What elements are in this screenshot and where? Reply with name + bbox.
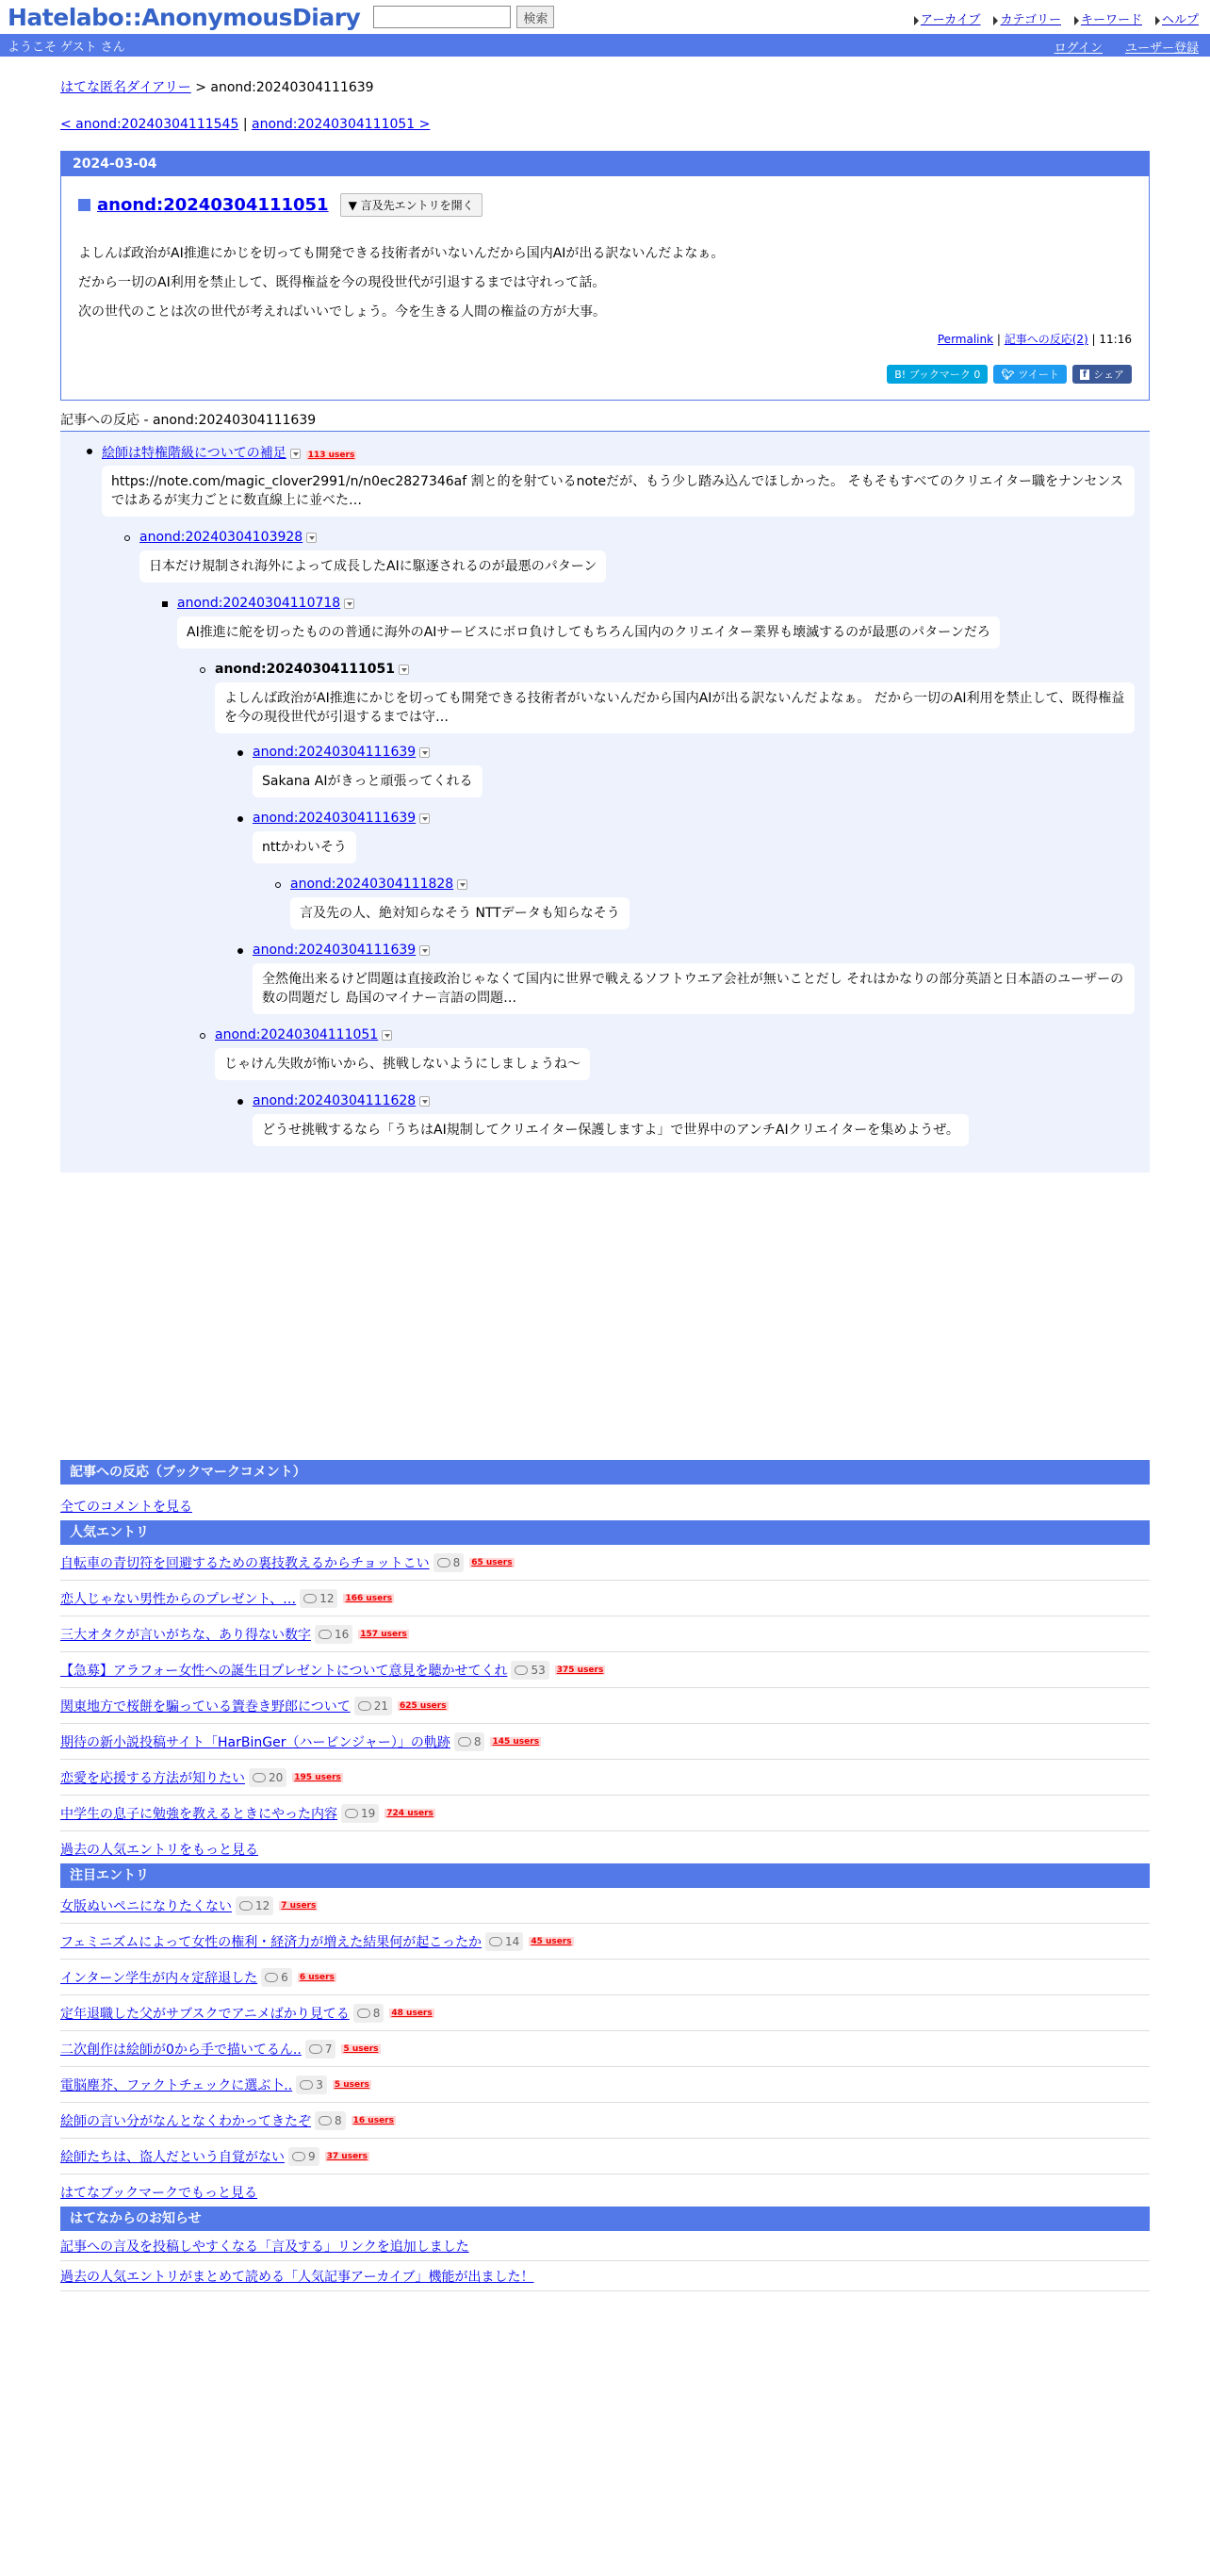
comment-count[interactable]: [315, 1625, 352, 1644]
comment-count[interactable]: [296, 2076, 327, 2094]
dropdown-icon[interactable]: [382, 1030, 392, 1041]
users-badge[interactable]: 5 users: [334, 2079, 369, 2090]
tree-text: AI推進に舵を切ったものの普通に海外のAIサービスにボロ負けしてもちろん国内のクリエイター業界も壊滅するのが最悪のパターンだろ: [177, 616, 1000, 648]
comment-count-value: 3: [316, 2077, 323, 2092]
dropdown-icon[interactable]: [419, 747, 430, 758]
comment-icon: [309, 2044, 322, 2054]
comment-count[interactable]: [341, 1804, 379, 1823]
sidebar-lists: [60, 1460, 1150, 2291]
tree-text: じゃけん失敗が怖いから、挑戦しないようにしましょうね〜: [215, 1048, 590, 1080]
entry-row: [60, 1616, 1150, 1652]
users-badge[interactable]: 6 users: [299, 1972, 335, 1982]
dropdown-icon[interactable]: [290, 449, 301, 459]
tweet-button[interactable]: [993, 365, 1066, 384]
comment-count[interactable]: [454, 1732, 485, 1751]
users-badge[interactable]: 724 users: [386, 1808, 433, 1818]
comment-icon: [303, 1594, 317, 1603]
welcome-text: ようこそ ゲスト さん: [8, 40, 125, 55]
tree-link[interactable]: anond:20240304111628: [253, 1093, 417, 1108]
comment-count[interactable]: [236, 1896, 273, 1915]
notice-link[interactable]: 過去の人気エントリがまとめて読める「人気記事アーカイブ」機能が出ました！: [60, 2269, 534, 2285]
notable-more-link[interactable]: はてなブックマークでもっと見る: [60, 2186, 258, 2201]
comment-count[interactable]: [300, 1589, 337, 1608]
entry-link[interactable]: 中学生の息子に勉強を教えるときにやった内容: [60, 1806, 337, 1822]
tree-text: よしんば政治がAI推進にかじを切っても開発できる技術者がいないんだから国内AIが出る訳ないんだよなぁ。 だから一切のAI利用を禁止して、既得権益を今の現役世代が引退するまでは守…: [215, 682, 1135, 733]
users-badge[interactable]: 65 users: [471, 1557, 513, 1567]
comment-count-value: 6: [281, 1970, 288, 1984]
notable-title: 注目エントリ: [60, 1863, 1150, 1888]
comment-icon: [345, 1809, 358, 1818]
tree-link[interactable]: anond:20240304103928: [139, 530, 303, 545]
arrow-icon: [993, 16, 998, 25]
users-badge[interactable]: 7 users: [281, 1900, 317, 1911]
entry-row: [60, 1760, 1150, 1796]
entry-row: [60, 2067, 1150, 2103]
reaction-tree: [60, 432, 1150, 1173]
comment-icon: [458, 1737, 471, 1747]
entry-row: [60, 1960, 1150, 1995]
users-badge[interactable]: 625 users: [400, 1700, 447, 1711]
entry-row: [60, 1581, 1150, 1616]
comment-count-value: 19: [361, 1806, 376, 1820]
square-icon: [78, 199, 90, 211]
top-bar: [0, 0, 1210, 34]
comment-icon: [357, 2009, 370, 2018]
entry-row: [60, 2031, 1150, 2067]
tree-text: https://note.com/magic_clover2991/n/n0ec2827346af 割と的を射ているnoteだが、もう少し踏み込んでほしかった。 そもそもすべてのクリエイター職をナンセンスではあるが実力ごとに数直線上に並べた…: [102, 466, 1135, 517]
tree-text: nttかわいそう: [253, 831, 356, 863]
comment-count-value: 14: [505, 1934, 520, 1948]
entry-link[interactable]: 自転車の青切符を回避するための裏技教えるからチョットこい: [60, 1555, 430, 1571]
pager-sep: |: [242, 117, 248, 132]
comment-count-value: 8: [335, 2113, 342, 2127]
comment-count-value: 21: [373, 1698, 388, 1713]
nav-archive[interactable]: アーカイブ: [920, 13, 981, 27]
entry-row: [60, 1995, 1150, 2031]
tree-text: 言及先の人、絶対知らなそう NTTデータも知らなそう: [290, 897, 630, 929]
tree-link[interactable]: anond:20240304111639: [253, 811, 417, 826]
entry-row: [60, 1688, 1150, 1724]
all-comments-link[interactable]: 全てのコメントを見る: [60, 1500, 192, 1515]
comment-icon: [437, 1558, 450, 1567]
popular-more-link[interactable]: 過去の人気エントリをもっと見る: [60, 1843, 258, 1858]
dropdown-icon[interactable]: [306, 533, 317, 543]
tree-text: Sakana AIがきっと頑張ってくれる: [253, 765, 482, 797]
bird-icon: 🐦︎: [1001, 368, 1015, 381]
comment-count-value: 9: [308, 2149, 316, 2163]
entry-link[interactable]: 絵師たちは、盗人だという自覚がない: [60, 2149, 285, 2165]
entry-meta: Permalink | 記事への反応(2) | 11:16: [937, 333, 1132, 346]
pager: [60, 117, 1150, 132]
entry-link[interactable]: 定年退職した父がサブスクでアニメばかり見てる: [60, 2006, 350, 2022]
entry-link[interactable]: 絵師の言い分がなんとなくわかってきたぞ: [60, 2113, 311, 2129]
permalink[interactable]: Permalink: [937, 333, 994, 346]
tree-link[interactable]: anond:20240304111639: [253, 943, 417, 958]
comment-count[interactable]: [433, 1553, 465, 1572]
search-form: [373, 6, 554, 28]
popular-list: [60, 1545, 1150, 1831]
dropdown-icon[interactable]: [419, 1096, 430, 1107]
entry-link[interactable]: 電脳塵芥、ファクトチェックに選ぶ卜..: [60, 2077, 293, 2093]
site-logo[interactable]: Hatelabo::AnonymousDiary: [8, 3, 361, 31]
comment-count[interactable]: [354, 1697, 392, 1715]
entry-link[interactable]: 三大オタクが言いがちな、あり得ない数字: [60, 1627, 311, 1643]
entry-link[interactable]: 関東地方で桜餅を騙っている簀巻き野郎について: [60, 1698, 351, 1715]
entry-row: [60, 1724, 1150, 1760]
comment-icon: [358, 1701, 371, 1711]
comment-count-value: 8: [473, 1734, 482, 1748]
users-badge[interactable]: 5 users: [343, 2043, 379, 2054]
comment-icon: [319, 1630, 332, 1639]
reactions-title: 記事への反応 - anond:20240304111639: [60, 410, 1150, 432]
prev-entry-link[interactable]: < anond:20240304111545: [60, 117, 239, 132]
next-entry-link[interactable]: anond:20240304111051 >: [252, 117, 431, 132]
entry-link[interactable]: 恋人じゃない男性からのプレゼント、…: [60, 1591, 297, 1607]
popular-title: 人気エントリ: [60, 1520, 1150, 1545]
entry-row: [60, 2103, 1150, 2139]
comment-icon: [489, 1937, 502, 1946]
entry-link[interactable]: 恋愛を応援する方法が知りたい: [60, 1770, 245, 1786]
tree-link[interactable]: anond:20240304111828: [290, 877, 454, 892]
entry-line: だから一切のAI利用を禁止して、既得権益を今の現役世代が引退するまでは守れって話。: [78, 275, 606, 290]
comment-count[interactable]: [249, 1768, 286, 1787]
arrow-icon: [1074, 16, 1079, 25]
comment-icon: [292, 2152, 305, 2161]
entry-row: [60, 1652, 1150, 1688]
notice-title: はてなからのお知らせ: [60, 2207, 1150, 2231]
tree-link[interactable]: 絵師は特権階級についての補足: [102, 446, 286, 461]
dropdown-icon[interactable]: [399, 665, 409, 675]
comment-count[interactable]: [288, 2147, 319, 2166]
comment-count-value: 8: [372, 2006, 381, 2020]
comment-count-value: 16: [335, 1627, 350, 1641]
dropdown-icon[interactable]: [344, 599, 354, 609]
login-link[interactable]: ログイン: [1054, 41, 1103, 56]
dropdown-icon[interactable]: [457, 879, 467, 890]
breadcrumb: [60, 77, 1150, 96]
comment-count-value: 7: [324, 2042, 333, 2056]
entry-link[interactable]: 女版ぬいペニになりたくない: [60, 1898, 232, 1914]
notice-link[interactable]: 記事への言及を投稿しやすくなる「言及する」リンクを追加しました: [60, 2239, 469, 2255]
share-button[interactable]: [1072, 365, 1132, 384]
tree-link[interactable]: anond:20240304110718: [177, 596, 341, 611]
comment-count-value: 53: [531, 1663, 546, 1677]
tree-text: どうせ挑戦するなら「うちはAI規制してクリエイター保護しますよ」で世界中のアンチAIクリエイターを集めようぜ。: [253, 1114, 969, 1146]
tree-text: 日本だけ規制され海外によって成長したAIに駆逐されるのが最悪のパターン: [139, 550, 606, 582]
comment-count[interactable]: [315, 2111, 346, 2130]
breadcrumb-current: anond:20240304111639: [210, 80, 374, 95]
comment-count[interactable]: [261, 1968, 292, 1987]
users-badge[interactable]: 145 users: [492, 1736, 540, 1747]
nav-keyword[interactable]: キーワード: [1080, 13, 1142, 27]
comment-count[interactable]: [511, 1661, 548, 1680]
users-badge[interactable]: 166 users: [345, 1593, 393, 1603]
entry-time: 11:16: [1099, 333, 1132, 346]
comment-count[interactable]: [305, 2040, 336, 2059]
entry-body: [78, 239, 724, 327]
search-input[interactable]: [373, 6, 511, 28]
entry-row: [60, 1924, 1150, 1960]
comment-count-value: 12: [319, 1591, 335, 1605]
entry-line: 次の世代のことは次の世代が考えればいいでしょう。今を生きる人間の権益の方が大事。: [78, 304, 606, 320]
users-badge[interactable]: 113 users: [307, 451, 355, 460]
breadcrumb-home[interactable]: はてな匿名ダイアリー: [60, 80, 191, 95]
tree-text: 全然俺出来るけど問題は直接政治じゃなくて国内に世界で戦えるソフトウエア会社が無いことだし それはかなりの部分英語と日本語のユーザーの数の問題だし 島国のマイナー言語の問題…: [253, 963, 1135, 1014]
comment-icon: [265, 1973, 278, 1982]
facebook-icon: f: [1080, 369, 1089, 380]
users-badge[interactable]: 48 users: [391, 2008, 433, 2018]
users-badge[interactable]: 375 users: [556, 1665, 604, 1675]
entry-row: [60, 2139, 1150, 2174]
arrow-icon: [914, 16, 919, 25]
breadcrumb-sep: >: [195, 80, 206, 95]
users-badge[interactable]: 37 users: [326, 2151, 368, 2161]
bookmark-section-title: 記事への反応（ブックマークコメント）: [60, 1460, 1150, 1485]
share-label: シェア: [1093, 369, 1124, 381]
nav-help[interactable]: ヘルプ: [1161, 13, 1199, 27]
bookmark-button[interactable]: B! ブックマーク 0: [887, 365, 988, 384]
tree-link[interactable]: anond:20240304111639: [253, 745, 417, 760]
comment-count[interactable]: [353, 2004, 384, 2023]
register-link[interactable]: ユーザー登録: [1124, 41, 1199, 56]
comment-icon: [239, 1901, 253, 1911]
tree-link[interactable]: anond:20240304111051: [215, 1027, 379, 1042]
users-badge[interactable]: 157 users: [360, 1629, 407, 1639]
comment-icon: [319, 2116, 332, 2125]
entry-box: [60, 151, 1150, 401]
comment-count-value: 8: [452, 1555, 461, 1569]
welcome-bar: [0, 34, 1210, 57]
entry-row: [60, 1545, 1150, 1581]
nav-category[interactable]: カテゴリー: [1000, 13, 1061, 27]
arrow-icon: [1155, 16, 1160, 25]
comment-icon: [515, 1665, 528, 1675]
entry-line: よしんば政治がAI推進にかじを切っても開発できる技術者がいないんだから国内AIが出る訳ないんだよなぁ。: [78, 246, 725, 261]
users-badge[interactable]: 195 users: [294, 1772, 341, 1782]
tweet-label: ツイート: [1018, 369, 1059, 381]
notable-list: [60, 1888, 1150, 2174]
entry-row: [60, 1796, 1150, 1831]
entry-row: [60, 1888, 1150, 1924]
comment-count[interactable]: [485, 1932, 523, 1951]
entry-title[interactable]: anond:20240304111051: [97, 195, 329, 215]
entry-link[interactable]: 二次創作は絵師が0から手で描いてるん..: [60, 2042, 302, 2058]
search-button[interactable]: 検索: [516, 6, 554, 28]
comment-count-value: 12: [255, 1898, 270, 1912]
reactions-link[interactable]: 記事への反応(2): [1004, 333, 1088, 346]
comment-icon: [253, 1773, 266, 1782]
top-nav: [914, 9, 1199, 27]
users-badge[interactable]: 45 users: [531, 1936, 572, 1946]
dropdown-icon[interactable]: [419, 945, 430, 956]
entry-link[interactable]: フェミニズムによって女性の権利・経済力が増えた結果何が起こったか: [60, 1934, 482, 1950]
dropdown-icon[interactable]: [419, 813, 430, 824]
entry-link[interactable]: インターン学生が内々定辞退した: [60, 1970, 258, 1986]
open-ref-button[interactable]: ▼ 言及先エントリを開く: [340, 193, 482, 217]
entry-date: 2024-03-04: [61, 152, 1149, 176]
entry-link[interactable]: 期待の新小説投稿サイト「HarBinGer（ハービンジャー）」の軌跡: [60, 1734, 450, 1750]
tree-current: anond:20240304111051: [215, 662, 395, 677]
comment-icon: [300, 2080, 313, 2090]
entry-link[interactable]: 【急募】アラフォー女性への誕生日プレゼントについて意見を聴かせてくれ: [60, 1663, 508, 1679]
users-badge[interactable]: 16 users: [352, 2115, 394, 2125]
comment-count-value: 20: [269, 1770, 284, 1784]
